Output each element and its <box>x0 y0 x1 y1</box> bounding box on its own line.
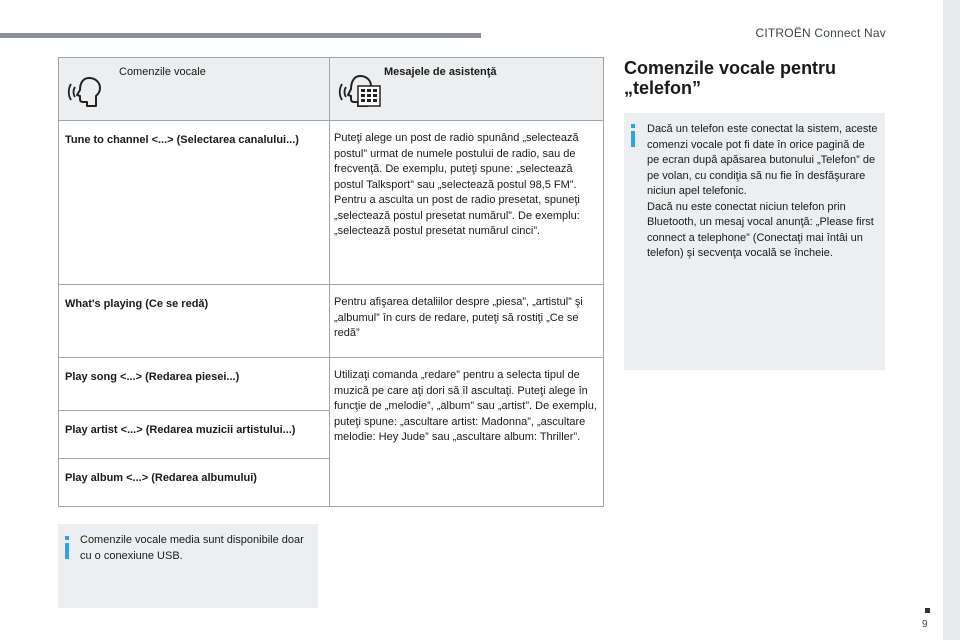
phone-info-note <box>624 113 885 370</box>
info-icon-dot <box>631 124 635 128</box>
voice-command-icon <box>67 66 111 110</box>
info-icon-dot <box>65 536 69 540</box>
table-row <box>59 358 604 411</box>
usb-info-text: Comenzile vocale media sunt disponibile doar cu o conexiune USB. <box>80 534 304 562</box>
command-whats-playing: What's playing (Ce se redă) <box>65 298 209 310</box>
assistant-message: Pentru afişarea detaliilor despre „piesa”, „artistul” şi „albumul” în curs de redare, puteţi să rostiţi „Ce se redă” <box>334 296 583 339</box>
table-row <box>59 285 604 358</box>
info-icon <box>65 543 69 559</box>
voice-assistant-icon <box>338 66 382 110</box>
info-icon <box>631 131 635 147</box>
voice-commands-table <box>58 57 604 507</box>
table-header-row <box>59 58 604 121</box>
section-title: Comenzile vocale pentru „telefon” <box>624 58 837 98</box>
column-header-assistant: Mesajele de asistenţă <box>384 66 497 78</box>
header-cell-commands <box>59 58 330 121</box>
phone-info-text: Dacă un telefon este conectat la sistem, aceste comenzi vocale pot fi date în orice pagină de pe ecran după apăsarea butonului „Telefon” de pe volan, cu condiţia să nu fie în desfăşurare niciun apel telefonic. Dacă nu este conectat niciun telefon prin Bluetooth, un mesaj vocal anunţă: „Please first connect a telephone” (Conectaţi mai întâi un telefon) şi secvenţa vocală se încheie. <box>647 123 878 259</box>
command-play-album: Play album <...> (Redarea albumului) <box>65 472 257 484</box>
page-number: 9 <box>922 619 928 630</box>
side-strip <box>943 0 960 640</box>
command-play-song: Play song <...> (Redarea piesei...) <box>65 371 240 383</box>
header-title: CITROËN Connect Nav <box>755 26 886 40</box>
page-bullet <box>925 608 930 613</box>
assistant-message: Utilizaţi comanda „redare” pentru a selecta tipul de muzică pe care aţi dori să îl ascultaţi. Puteţi alege în funcţie de „melodie”, „album” sau „artist”. De exemplu, puteţi spune: „ascultare artist: Madonna”, „ascultare melodie: Hey Jude” sau „ascultare album: Thriller”. <box>334 369 597 443</box>
command-play-artist: Play artist <...> (Redarea muzicii artistului...) <box>65 424 296 436</box>
usb-info-note <box>58 524 318 608</box>
assistant-message: Puteţi alege un post de radio spunând „selectează postul” urmat de numele postului de radio, sau de frecvenţă. De exemplu, puteţi spune: „selectează postul Talksport” sau „selectează postul 98,5 FM”. Pentru a asculta un post de radio presetat, spuneţi „selectează postul presetat numărul”. De exemplu: „selectează postul presetat numărul cinci”. <box>334 132 580 237</box>
table-row <box>59 121 604 285</box>
command-tune-to-channel: Tune to channel <...> (Selectarea canalului...) <box>65 134 299 146</box>
header-rule <box>0 33 481 38</box>
header-cell-assistant <box>330 58 604 121</box>
column-header-commands: Comenzile vocale <box>119 66 206 78</box>
